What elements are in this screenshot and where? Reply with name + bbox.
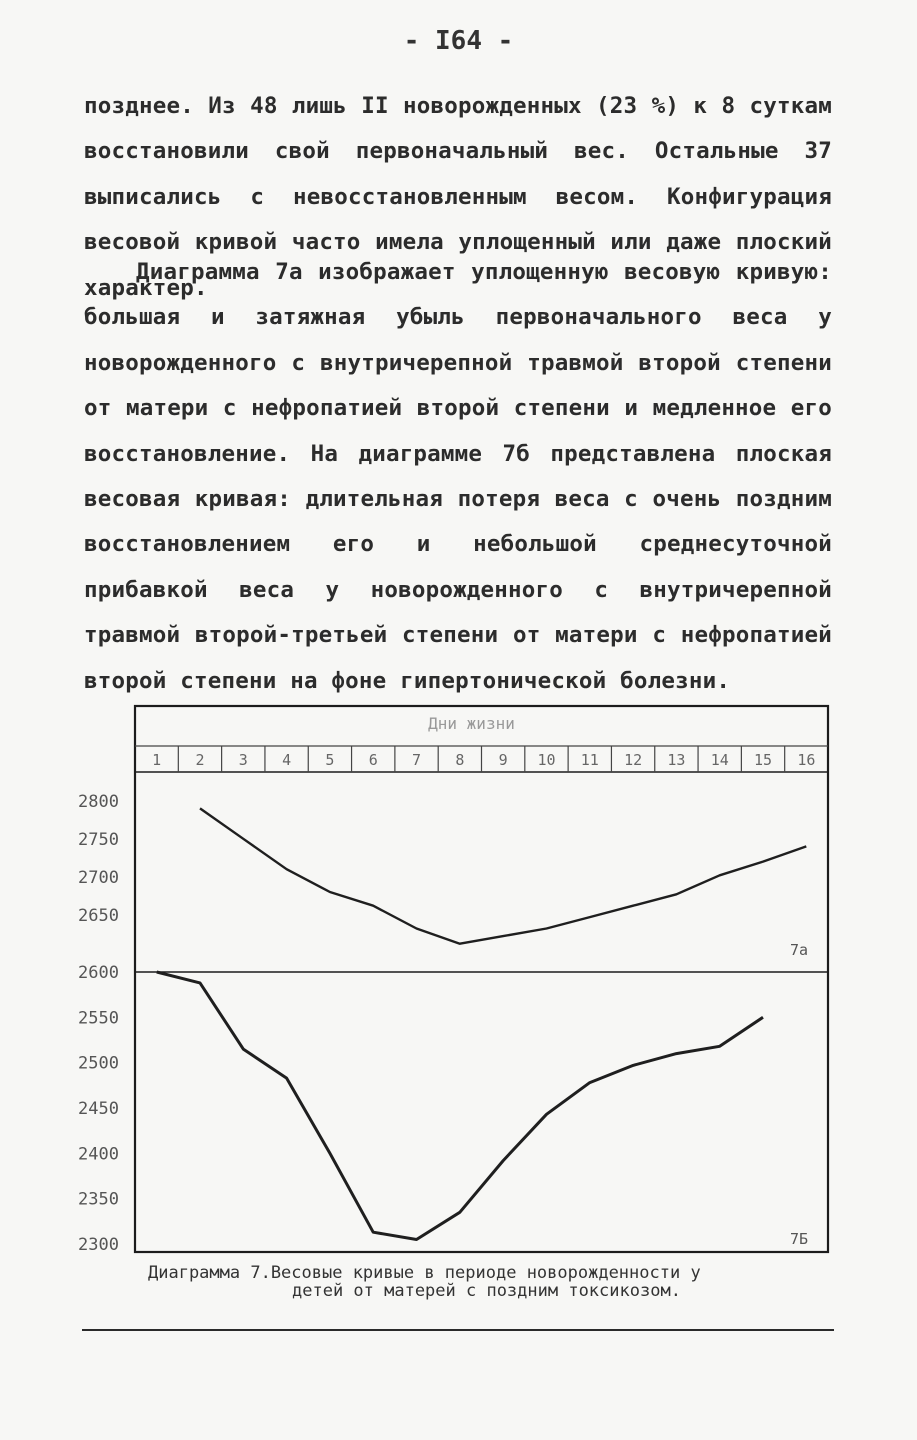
y-tick-label: 2700 (78, 867, 119, 888)
y-tick-label: 2800 (78, 791, 119, 812)
figure-caption (0, 1264, 917, 1300)
day-label: 11 (580, 751, 599, 769)
panel-label: 7а (790, 941, 809, 959)
day-label: 13 (667, 751, 686, 769)
day-label: 2 (195, 751, 205, 769)
chart-frame (135, 706, 828, 1252)
body-paragraph-1: позднее. Из 48 лишь II новорожденных (23 %) к 8 суткам восстановили свой первоначальный вес. Остальные 37 выписались с невосстановленным весом. Конфигурация весовой кривой часто имела уплощенный или даже плоский характер. (84, 93, 832, 301)
y-tick-label: 2650 (78, 905, 119, 926)
day-label: 15 (754, 751, 773, 769)
panel-7a (78, 792, 808, 959)
y-tick-label: 2550 (78, 1008, 119, 1029)
day-label: 16 (797, 751, 816, 769)
bottom-rule (82, 1329, 834, 1331)
chart-border (135, 706, 828, 1252)
y-tick-label: 2400 (78, 1144, 119, 1165)
weight-curves-diagram (0, 690, 917, 1262)
panel-label: 7Б (790, 1230, 809, 1248)
day-label: 6 (368, 751, 378, 769)
y-tick-label: 2500 (78, 1053, 119, 1074)
day-label: 12 (624, 751, 643, 769)
caption-line-2: детей от матерей с поздним токсикозом. (292, 1281, 681, 1301)
weight-curve (157, 972, 763, 1240)
day-label: 7 (412, 751, 422, 769)
day-label: 1 (152, 751, 162, 769)
day-label: 5 (325, 751, 335, 769)
x-axis-title: Дни жизни (428, 714, 515, 733)
day-label: 8 (455, 751, 465, 769)
body-paragraph-2: Диаграмма 7а изображает уплощенную весовую кривую: большая и затяжная убыль первоначального веса у новорожденного с внутричерепной травмой второй степени от матери с нефропатией второй степени и медленное его восстановление. На диаграмме 7б представлена плоская весовая кривая: длительная потеря веса с очень поздним восстановлением его и небольшой среднесуточной прибавкой веса у новорожденного с внутричерепной травмой второй-третьей степени от матери с нефропатией второй степени на фоне гипертонической болезни. (84, 259, 832, 694)
day-header (152, 714, 815, 772)
page-number: - I64 - (403, 26, 514, 56)
y-tick-label: 2350 (78, 1189, 119, 1210)
y-tick-label: 2450 (78, 1099, 119, 1119)
panel-7b (78, 963, 808, 1255)
y-tick-label: 2750 (78, 829, 119, 850)
y-tick-label: 2600 (78, 963, 119, 983)
day-label: 3 (238, 751, 248, 769)
y-tick-label: 2300 (78, 1235, 119, 1255)
day-label: 10 (537, 751, 556, 769)
day-label: 9 (498, 751, 508, 769)
day-label: 14 (710, 751, 729, 769)
caption-line-1: Диаграмма 7.Весовые кривые в периоде новорожденности у (148, 1263, 701, 1283)
day-label: 4 (282, 751, 292, 769)
weight-curve (200, 808, 806, 943)
